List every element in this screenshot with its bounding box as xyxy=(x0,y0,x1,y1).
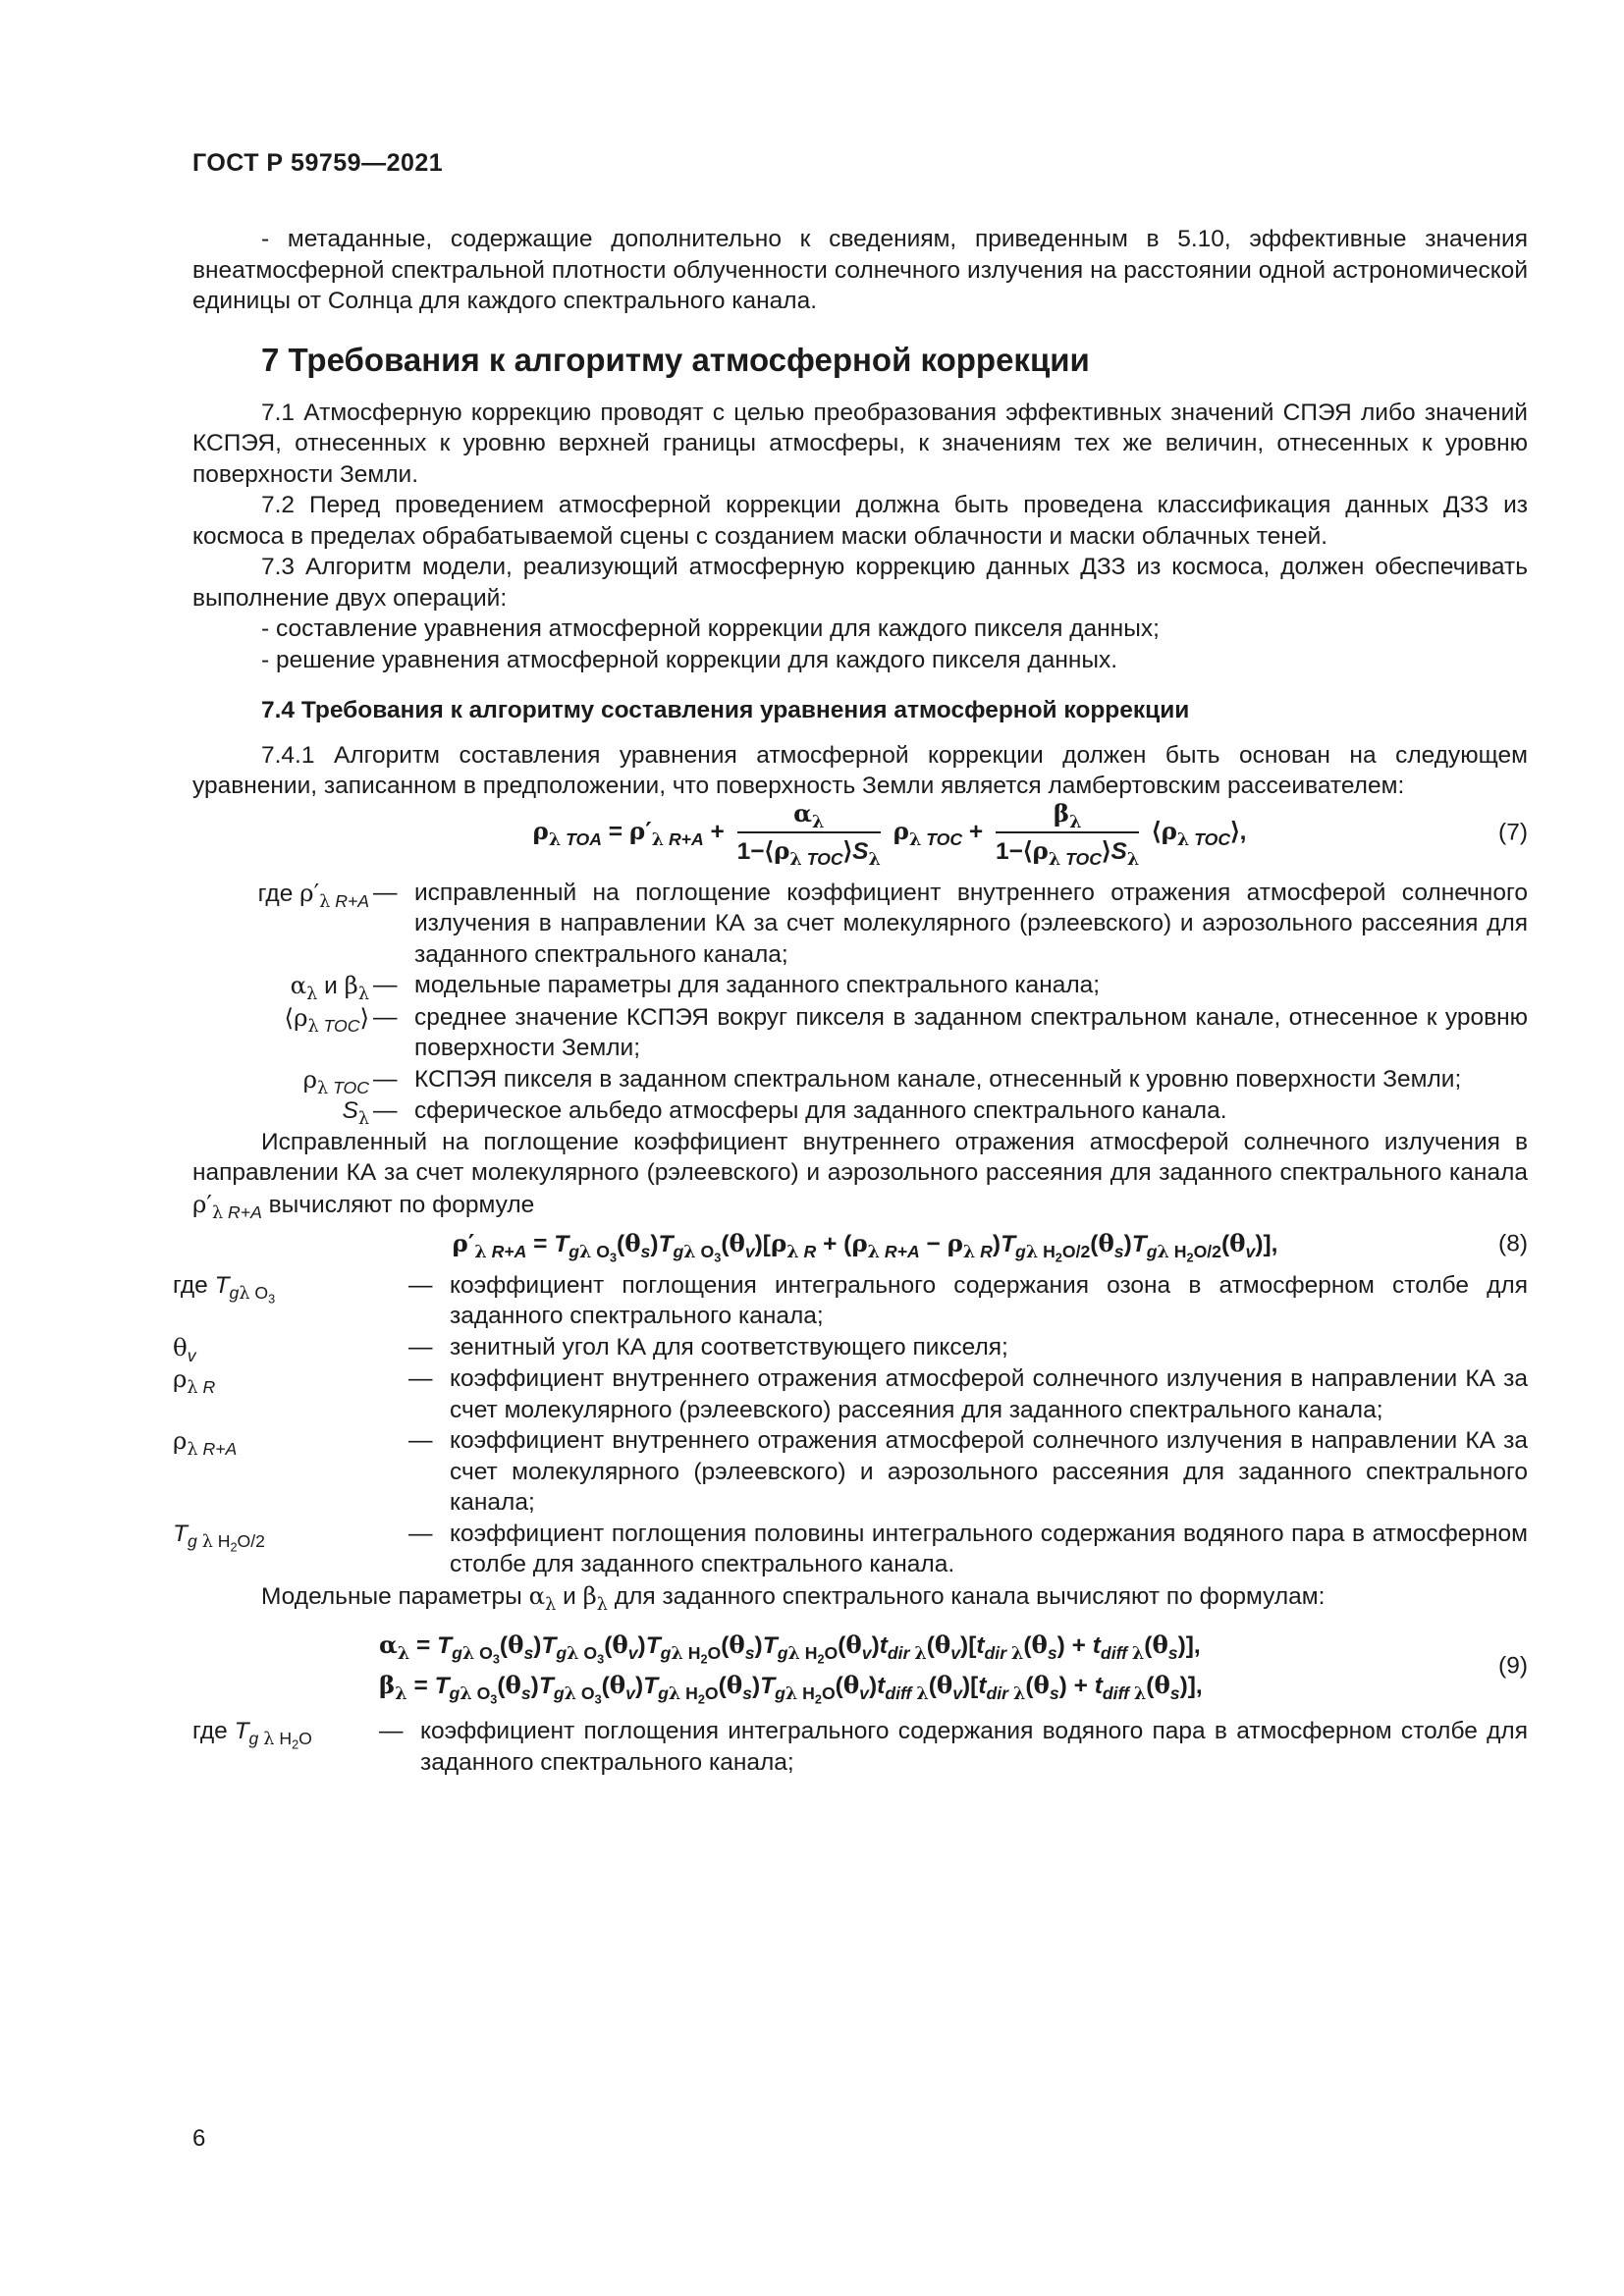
term: где $\rho'_{\lambda R+A}$ xyxy=(257,878,369,912)
equation-7: $\rho_{\lambda TOA} = \rho'_{\lambda R+A}$ + $\frac{\alpha_\lambda}{1-⟨\rho_{\lambda TOC}⟩S_\lambda}$ $\rho_{\lambda TOC}$ + $\frac{\beta_\lambda}{1-⟨\rho_{\lambda TOC}⟩S_\lambda}$ $⟨\rho_{\lambda TOC}⟩$, (7) xyxy=(532,798,1528,871)
paragraph-7-2: 7.2 Перед проведением атмосферной коррекции должна быть проведена классификация данных ДЗЗ из космоса в пределах обрабатываемой сцены с созданием маски облачности и маски облачных теней. xyxy=(192,492,1528,550)
equation-9-beta: $\beta_\lambda = T_{g\lambda O_3}(\theta_s)T_{g\lambda O_3}(\theta_v)T_{g\lambda H_2O}(\theta_s)T_{g\lambda H_2O}(\theta_v)t_{diff \lambda}(\theta_v)[t_{dir \lambda}(\theta_s) + t_{diff \lambda}(\theta_s)]$, xyxy=(379,1671,1203,1707)
page-content xyxy=(173,224,1528,1778)
term: $\rho_{\lambda TOC}$ xyxy=(302,1064,369,1098)
equation-number: (8) xyxy=(1498,1230,1528,1257)
definition: коэффициент внутреннего отражения атмосферой солнечного излучения в направлении КА за счет молекулярного (рэлеевского) и аэрозольного рассеяния для заданного спектрального канала; xyxy=(450,1427,1528,1516)
definition: коэффициент поглощения интегрального содержания водяного пара в атмосферном столбе для заданного спектрального канала; xyxy=(420,1718,1528,1776)
definition: модельные параметры для заданного спектрального канала; xyxy=(414,972,1101,998)
term: $\rho_{\lambda R+A}$ xyxy=(173,1426,238,1461)
definition: коэффициент поглощения интегрального содержания озона в атмосферном столбе для заданного спектрального канала; xyxy=(450,1271,1528,1329)
equation-number: (7) xyxy=(1498,819,1528,846)
term: $T_{g \lambda H_2O/2}$ xyxy=(173,1520,265,1555)
equation-8: $\rho'_{\lambda R+A} = T_{g\lambda O_3}(\theta_s)T_{g\lambda O_3}(\theta_v)[\rho_{\lambda R} + (\rho_{\lambda R+A} - \rho_{\lambda R})T_{g\lambda H_2O/2}(\theta_s)T_{g\lambda H_2O/2}(\theta_v)]$, (8) xyxy=(452,1229,1528,1265)
standard-header: ГОСТ Р 59759—2021 xyxy=(192,149,444,177)
definitions-eq7: где $\rho'_{\lambda R+A}$ — исправленный на поглощение коэффициент внутреннего отражения атмосферой солнечного излучения в направлении КА за счет молекулярного (рэлеевского) и аэрозольного рассеяния для заданного спектрального канала; $\alpha_\lambda$ и $\beta_\lambda$ — модельные параметры для заданного спектрального канала; $⟨\rho_{\lambda TOC}⟩$ — среднее значение КСПЭЯ вокруг пикселя в заданном спектральном канале, отнесенное к уровню поверхности Земли; $\rho_{\lambda TOC}$ — КСПЭЯ пикселя в заданном спектральном канале, отнесенный к уровню поверхности Земли; $S_\lambda$ — сферическое альбедо атмосферы для заданного спектрального канала. xyxy=(124,878,1528,1127)
term: $S_\lambda$ xyxy=(342,1097,369,1130)
list-item: - составление уравнения атмосферной коррекции для каждого пикселя данных; xyxy=(261,615,1160,642)
definition: коэффициент поглощения половины интегрального содержания водяного пара в атмосферном столбе для заданного спектрального канала. xyxy=(450,1520,1528,1577)
definition: зенитный угол КА для соответствующего пикселя; xyxy=(450,1333,1008,1361)
definition: коэффициент внутреннего отражения атмосферой солнечного излучения в направлении КА за счет молекулярного (рэлеевского) рассеяния для заданного спектрального канала; xyxy=(450,1365,1528,1423)
definition: среднее значение КСПЭЯ вокруг пикселя в заданном спектральном канале, отнесенное к уровню поверхности Земли; xyxy=(414,1003,1528,1061)
definitions-eq8: где $T_{g\lambda O_3}$ — коэффициент поглощения интегрального содержания озона в атмосферном столбе для заданного спектрального канала; $\theta_v$ — зенитный угол КА для соответствующего пикселя; $\rho_{\lambda R}$ — коэффициент внутреннего отражения атмосферой солнечного излучения в направлении КА за счет молекулярного (рэлеевского) рассеяния для заданного спектрального канала; $\rho_{\lambda R+A}$ — коэффициент внутреннего отражения атмосферой солнечного излучения в направлении КА за счет молекулярного (рэлеевского) и аэрозольного рассеяния для заданного спектрального канала; $T_{g \lambda H_2O/2}$ — коэффициент поглощения половины интегрального содержания водяного пара в атмосферном столбе для заданного спектрального канала. xyxy=(173,1270,1528,1580)
term: $\alpha_\lambda$ и $\beta_\lambda$ xyxy=(290,971,369,1005)
section-7-4-title: 7.4 Требования к алгоритму составления уравнения атмосферной коррекции xyxy=(261,697,1190,723)
paragraph-model-params: Модельные параметры $\alpha_\lambda$ и $\beta_\lambda$ для заданного спектрального канала вычисляют по формулам: xyxy=(261,1580,1326,1615)
term: где $T_{g \lambda H_2O}$ xyxy=(192,1718,312,1752)
definition: КСПЭЯ пикселя в заданном спектральном канале, отнесенный к уровню поверхности Земли; xyxy=(414,1065,1462,1093)
definition: исправленный на поглощение коэффициент внутреннего отражения атмосферой солнечного излучения в направлении КА за счет молекулярного (рэлеевского) и аэрозольного рассеяния для заданного спектрального канала; xyxy=(414,879,1528,968)
paragraph-rho-intro: Исправленный на поглощение коэффициент внутреннего отражения атмосферой солнечного излучения в направлении КА за счет молекулярного (рэлеевского) и аэрозольного рассеяния для заданного спектрального канала $\rho'_{\lambda R+A}$ вычисляют по формуле xyxy=(192,1128,1528,1223)
term: $⟨\rho_{\lambda TOC}⟩$ xyxy=(284,1002,369,1037)
term: $\theta_v$ xyxy=(173,1332,196,1365)
equation-number: (9) xyxy=(1498,1652,1528,1680)
intro-paragraph: - метаданные, содержащие дополнительно к сведениям, приведенным в 5.10, эффективные значения внеатмосферной спектральной плотности облученности солнечного излучения на расстоянии одной астрономической единицы от Солнца для каждого спектрального канала. xyxy=(192,226,1528,314)
definitions-eq9: где $T_{g \lambda H_2O}$ — коэффициент поглощения интегрального содержания водяного пара в атмосферном столбе для заданного спектрального канала; xyxy=(192,1716,1528,1778)
page-number: 6 xyxy=(192,2125,206,2152)
paragraph-7-3: 7.3 Алгоритм модели, реализующий атмосферную коррекцию данных ДЗЗ из космоса, должен обеспечивать выполнение двух операций: xyxy=(192,554,1528,612)
term: $\rho_{\lambda R}$ xyxy=(173,1364,216,1399)
paragraph-7-4-1: 7.4.1 Алгоритм составления уравнения атмосферной коррекции должен быть основан на следующем уравнении, записанном в предположении, что поверхность Земли является ламбертовским рассеивателем: xyxy=(192,741,1528,799)
paragraph-7-1: 7.1 Атмосферную коррекцию проводят с целью преобразования эффективных значений СПЭЯ либо значений КСПЭЯ, отнесенных к уровню верхней границы атмосферы, к значениям тех же величин, отнесенных к уровню поверхности Земли. xyxy=(192,399,1528,488)
equation-9 xyxy=(192,1626,1528,1706)
equation-9-alpha: $\alpha_\lambda = T_{g\lambda O_3}(\theta_s)T_{g\lambda O_3}(\theta_v)T_{g\lambda H_2O}(\theta_s)T_{g\lambda H_2O}(\theta_v)t_{dir \lambda}(\theta_v)[t_{dir \lambda}(\theta_s) + t_{diff \lambda}(\theta_s)]$, xyxy=(379,1630,1201,1667)
list-item: - решение уравнения атмосферной коррекции для каждого пикселя данных. xyxy=(261,646,1118,673)
definition: сферическое альбедо атмосферы для заданного спектрального канала. xyxy=(414,1097,1227,1124)
term: где $T_{g\lambda O_3}$ xyxy=(173,1271,276,1307)
section-7-title: 7 Требования к алгоритму атмосферной коррекции xyxy=(261,341,1090,378)
